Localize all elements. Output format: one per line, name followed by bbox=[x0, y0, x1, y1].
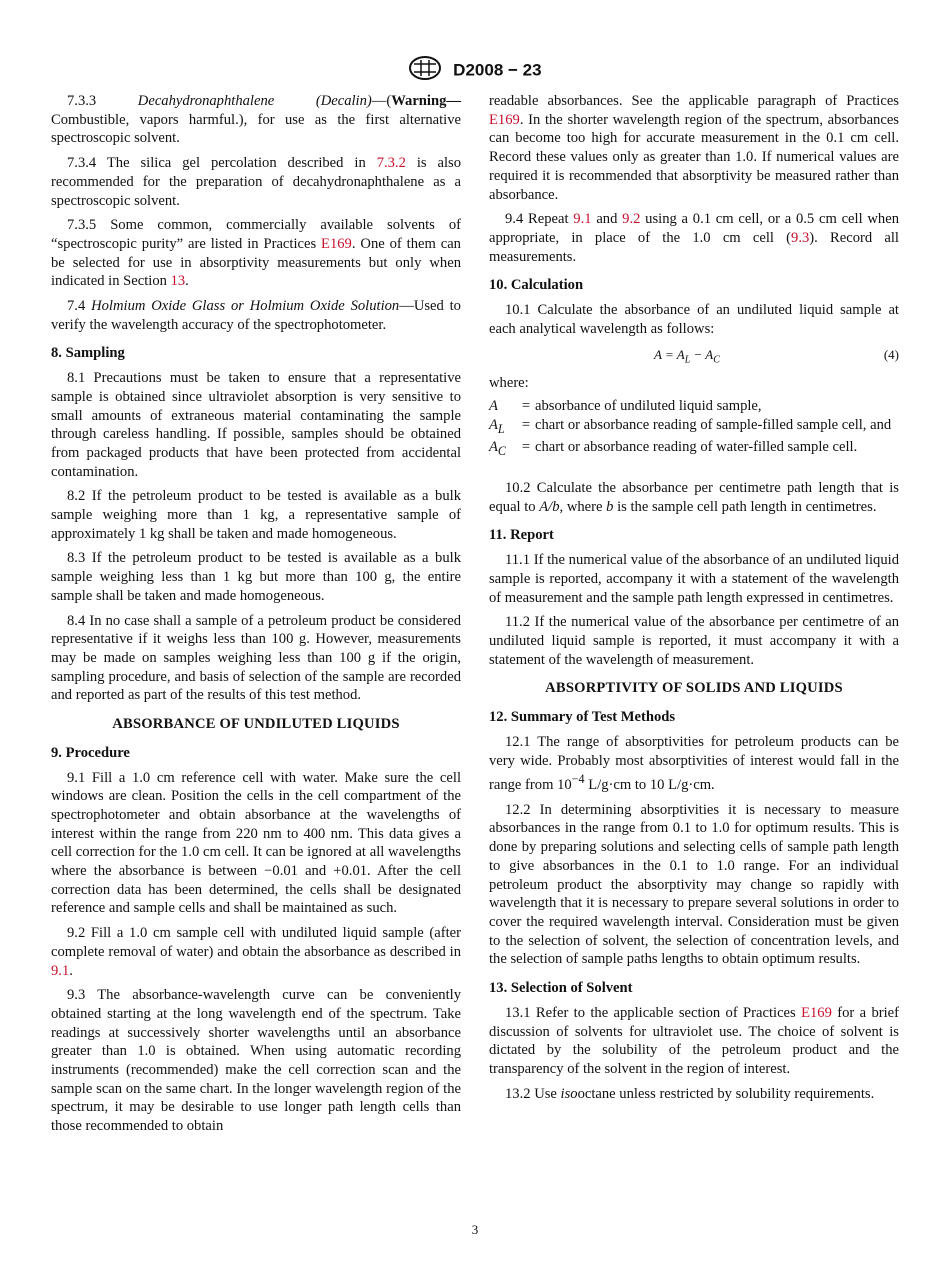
link-9-2[interactable]: 9.2 bbox=[622, 211, 641, 228]
section-11-heading: 11. Report bbox=[489, 527, 554, 544]
left-column bbox=[51, 92, 461, 1136]
link-9-1[interactable]: 9.1 bbox=[573, 211, 592, 228]
paragraph-11-1: 11.1 If the numerical value of the absorbance of an undiluted liquid sample is reported, accompany it with a statement of the wavelength of measurement and the sample path length expressed in centimetres. bbox=[489, 552, 899, 606]
section-12-heading: 12. Summary of Test Methods bbox=[489, 709, 676, 726]
page-header bbox=[0, 55, 950, 86]
link-e169[interactable]: E169 bbox=[321, 235, 352, 252]
paragraph-9-3: 9.3 The absorbance-wavelength curve can be conveniently obtained starting at the long wavelength end of the spectrum. Take readings at successively shorter wavelengths until an absorbance greater than 1.0 is obtained. When using automatic recording instruments (recommended) make the cell correction scan and the sample scan on the same chart. In the longer wavelength region of the spectrum, it may be desirable to use longer path length cells than those recommended to obtain bbox=[51, 987, 461, 1135]
paragraph-10-2: 10.2 Calculate the absorbance per centimetre path length that is equal to A/b, where b is the sample cell path length in centimetres. bbox=[489, 480, 899, 515]
paragraph-9-2: 9.2 Fill a 1.0 cm sample cell with undiluted liquid sample (after complete removal of water) and obtain the absorbance as described in 9.1. bbox=[51, 925, 461, 979]
paragraph-8-2: 8.2 If the petroleum product to be tested is available as a bulk sample weighing more than 1 kg, a representative sample of approximately 1 kg shall be taken and made homogeneous. bbox=[51, 488, 461, 542]
document-designation: D2008 − 23 bbox=[453, 60, 542, 80]
section-9-heading: 9. Procedure bbox=[51, 744, 130, 761]
where-label: where: bbox=[489, 375, 529, 392]
paragraph-7-4: 7.4 Holmium Oxide Glass or Holmium Oxide Solution—Used to verify the wavelength accuracy of the spectrophotometer. bbox=[51, 298, 461, 333]
link-e169[interactable]: E169 bbox=[489, 111, 520, 128]
paragraph-9-1: 9.1 Fill a 1.0 cm reference cell with water. Make sure the cell windows are clean. Position the cells in the cell compartment of the spectrophotometer and obtain absorbance at the wavelengths of interest within the range from 220 nm to 400 nm. This data gives a cell correction for the 1.0 cm cell. It can be ignored at all wavelengths where the absorbance is between −0.01 and +0.01. After the cell correction data has been determined, the cells shall be designated reference and sample cells and shall be maintained as such. bbox=[51, 769, 461, 917]
definitions-list bbox=[489, 397, 899, 461]
paragraph-13-1: 13.1 Refer to the applicable section of Practices E169 for a brief discussion of solvents for ultraviolet use. The choice of solvent is dictated by the solubility of the petroleum product and the transparency of the solvent in the region of interest. bbox=[489, 1004, 899, 1077]
paragraph-13-2: 13.2 Use isooctane unless restricted by solubility requirements. bbox=[505, 1085, 875, 1102]
paragraph-12-1: 12.1 The range of absorptivities for petroleum products can be very wide. Probably most absorptivities of interest would fall in the range from $10^{-4}$ L/g·cm to 10 L/g·cm. bbox=[489, 733, 899, 794]
link-9-3[interactable]: 9.3 bbox=[791, 229, 810, 246]
link-e169[interactable]: E169 bbox=[801, 1004, 832, 1021]
paragraph-7-3-3: 7.3.3 Decahydronaphthalene (Decalin)—(Warning— Combustible, vapors harmful.), for use as the first alternative spectroscopic solvent. bbox=[51, 93, 461, 147]
definition-row: $A_C$ = chart or absorbance reading of water-filled sample cell. bbox=[489, 439, 858, 459]
definition-row: $A_L$ = chart or absorbance reading of sample-filled sample cell, and bbox=[489, 416, 892, 436]
section-8-heading: 8. Sampling bbox=[51, 345, 125, 362]
section-13-heading: 13. Selection of Solvent bbox=[489, 980, 633, 997]
right-column bbox=[489, 92, 899, 1109]
paragraph-7-3-5: 7.3.5 Some common, commercially available solvents of “spectroscopic purity” are listed in Practices E169. One of them can be selected for use in absorptivity measurements but only when indicated in Section 13. bbox=[51, 217, 461, 290]
paragraph-8-1: 8.1 Precautions must be taken to ensure that a representative sample is obtained since ultraviolet absorption is very sensitive to small amounts of extraneous material contaminating the sample through careless handling. If possible, samples should be obtained from packaged products that have been protected from accidental contamination. bbox=[51, 370, 461, 480]
link-7-3-2[interactable]: 7.3.2 bbox=[376, 155, 406, 172]
paragraph-9-3-continued: readable absorbances. See the applicable paragraph of Practices E169. In the shorter wavelength region of the spectrum, absorbances can become too high for accurate measurement in the 0.1 cm cell. Record these values only as greater than 1.0. If numerical values are required it is recommended that absorptivity be measured rather than absorbance. bbox=[489, 93, 899, 203]
absorptivity-heading: ABSORPTIVITY OF SOLIDS AND LIQUIDS bbox=[545, 680, 843, 697]
equation-4 bbox=[489, 344, 899, 368]
definition-row: A = absorbance of undiluted liquid sample, bbox=[489, 398, 762, 415]
link-section-13[interactable]: 13 bbox=[170, 273, 186, 290]
equation-number: (4) bbox=[883, 347, 899, 363]
equation-formula: $A = A_L - A_C$ bbox=[654, 347, 720, 367]
astm-logo-icon bbox=[408, 55, 442, 86]
undiluted-liquids-heading: ABSORBANCE OF UNDILUTED LIQUIDS bbox=[112, 716, 400, 733]
paragraph-7-3-4: 7.3.4 The silica gel percolation described in 7.3.2 is also recommended for the preparation of decahydronaphthalene as a spectroscopic solvent. bbox=[51, 155, 461, 209]
link-9-1[interactable]: 9.1 bbox=[51, 962, 70, 979]
paragraph-8-3: 8.3 If the petroleum product to be tested is available as a bulk sample weighing less than 1 kg but more than 100 g, the entire sample shall be taken and made homogeneous. bbox=[51, 550, 461, 604]
paragraph-8-4: 8.4 In no case shall a sample of a petroleum product be considered representative if it weighs less than 100 g. However, measurements may be made on samples weighing less than 100 g if the origin, sampling procedure, and basis of selection of the sample are recorded and reported as part of the results of this test method. bbox=[51, 612, 461, 704]
paragraph-11-2: 11.2 If the numerical value of the absorbance per centimetre of an undiluted liquid sample is reported, it must accompany it with a statement of the wavelength of measurement. bbox=[489, 614, 899, 668]
paragraph-9-4: 9.4 Repeat 9.1 and 9.2 using a 0.1 cm cell, or a 0.5 cm cell when appropriate, in place of the 1.0 cm cell (9.3). Record all measurements. bbox=[489, 211, 900, 265]
section-10-heading: 10. Calculation bbox=[489, 277, 584, 294]
paragraph-10-1: 10.1 Calculate the absorbance of an undiluted liquid sample at each analytical wavelength as follows: bbox=[489, 302, 899, 337]
paragraph-12-2: 12.2 In determining absorptivities it is necessary to measure absorbances in the range from 0.1 to 1.0 for optimum results. This is done by preparing solutions and selecting cells of sample path length to give absorbances in the 0.1 to 1.0 range. For an individual petroleum product the absorptivity may change so rapidly with wavelength that it is necessary to prepare several solutions in order to cover the required wavelength interval. Consideration must be given to the selection of solvent, the selection of concentration levels, and the selection of sample paths lengths to obtain optimum results. bbox=[489, 801, 899, 968]
page-number: 3 bbox=[471, 1222, 479, 1237]
